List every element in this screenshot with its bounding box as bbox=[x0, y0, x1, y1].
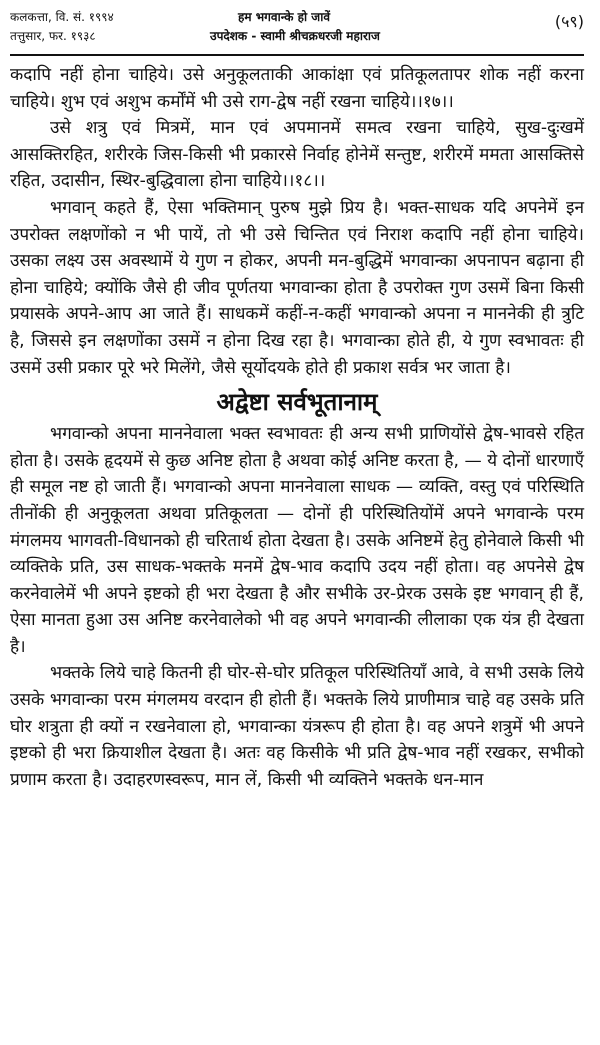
header-left bbox=[10, 8, 114, 46]
header-reference-date: तत्तुसार, फर. १९३८ bbox=[10, 29, 96, 43]
header-divider bbox=[10, 54, 584, 56]
page-number: (५९) bbox=[554, 12, 584, 31]
paragraph-commentary: भगवान् कहते हैं, ऐसा भक्तिमान् पुरुष मुझे प्रिय है। भक्त-साधक यदि अपनेमें इन उपरोक्त लक्षणोंको न भी पायें, तो भी उसे चिन्तित एवं निराश कदापि नहीं होना चाहिये। उसका लक्ष्य उस अवस्थामें ये गुण न होकर, अपनी मन-बुद्धिमें भगवान्का अपनापन बढ़ाना ही होना चाहिये; क्योंकि जैसे ही जीव पूर्णतया भगवान्का होता है उपरोक्त गुण उसमें बिना किसी प्रयासके अपने-आप आ जाते हैं। साधकमें कहीं-न-कहीं भगवान्को अपना न माननेकी ही त्रुटि है, जिससे इन लक्षणोंका उसमें न होना दिख रहा है। भगवान्का होते ही, ये गुण स्वभावतः ही उसमें उसी प्रकार पूरे भरे मिलेंगे, जैसे सूर्योदयके होते ही प्रकाश सर्वत्र भर जाता है। bbox=[10, 197, 584, 378]
section-heading: अद्वेष्टा सर्वभूतानाम् bbox=[216, 388, 378, 417]
page-body bbox=[10, 62, 584, 793]
paragraph-verse-18: उसे शत्रु एवं मित्रमें, मान एवं अपमानमें समत्व रखना चाहिये, सुख-दुःखमें आसक्तिरहित, शरीरके जिस-किसी भी प्रकारसे निर्वाह होनेमें सन्तुष्ट, शरीरमें ममता आसक्तिसे रहित, उदासीन, स्थिर-बुद्धिवाला होना चाहिये।।१८।। bbox=[10, 118, 584, 192]
paragraph-verse-17: कदापि नहीं होना चाहिये। उसे अनुकूलताकी आकांक्षा एवं प्रतिकूलतापर शोक नहीं करना चाहिये। शुभ एवं अशुभ कर्मोंमें भी उसे राग-द्वेष नहीं रखना चाहिये।।१७।। bbox=[10, 65, 584, 112]
header-center bbox=[210, 8, 380, 46]
header-title: हम भगवान्के हो जावें bbox=[238, 10, 330, 24]
header-subtitle: उपदेशक - स्वामी श्रीचक्रधरजी महाराज bbox=[210, 29, 380, 43]
paragraph-section-2: भक्तके लिये चाहे कितनी ही घोर-से-घोर प्रतिकूल परिस्थितियाँ आवे, वे सभी उसके लिये उसके भगवान्का परम मंगलमय वरदान ही होती हैं। भक्तके लिये प्राणीमात्र चाहे वह उसके प्रति घोर शत्रुता ही क्यों न रखनेवाला हो, भगवान्का यंत्ररूप ही होता है। वह अपने शत्रुमें भी अपने इष्टको ही भरा क्रियाशील देखता है। अतः वह किसीके भी प्रति द्वेष-भाव नहीं रखकर, सभीको प्रणाम करता है। उदाहरणस्वरूप, मान लें, किसी भी व्यक्तिने भक्तके धन-मान bbox=[10, 663, 584, 790]
page-header bbox=[10, 8, 584, 62]
header-place-date: कलकत्ता, वि. सं. १९९४ bbox=[10, 10, 114, 24]
paragraph-section-1: भगवान्को अपना माननेवाला भक्त स्वभावतः ही अन्य सभी प्राणियोंसे द्वेष-भावसे रहित होता है। उसके हृदयमें से कुछ अनिष्ट होता है अथवा कोई अनिष्ट करता है, — ये दोनों धारणाएँ ही समूल नष्ट हो जाती हैं। भगवान्को अपना माननेवाला साधक — व्यक्ति, वस्तु एवं परिस्थिति तीनोंकी ही अनुकूलता अथवा प्रतिकूलता — दोनों ही परिस्थितियोंमें अपने भगवान्के परम मंगलमय भागवती-विधानको ही चरितार्थ होता देखता है। उसके अनिष्टमें हेतु होनेवाले किसी भी व्यक्तिके प्रति, उस साधक-भक्तके मनमें द्वेष-भाव कदापि उदय नहीं होता। वह अपनेसे द्वेष करनेवालेमें भी अपने इष्टको ही भरा देखता है और सभीके उर-प्रेरक उसके इष्ट भगवान् ही हैं, ऐसा मानता हुआ उस अनिष्ट करनेवालेको भी वह अपने भगवान्की लीलाका एक यंत्र ही देखता है। bbox=[10, 424, 584, 657]
